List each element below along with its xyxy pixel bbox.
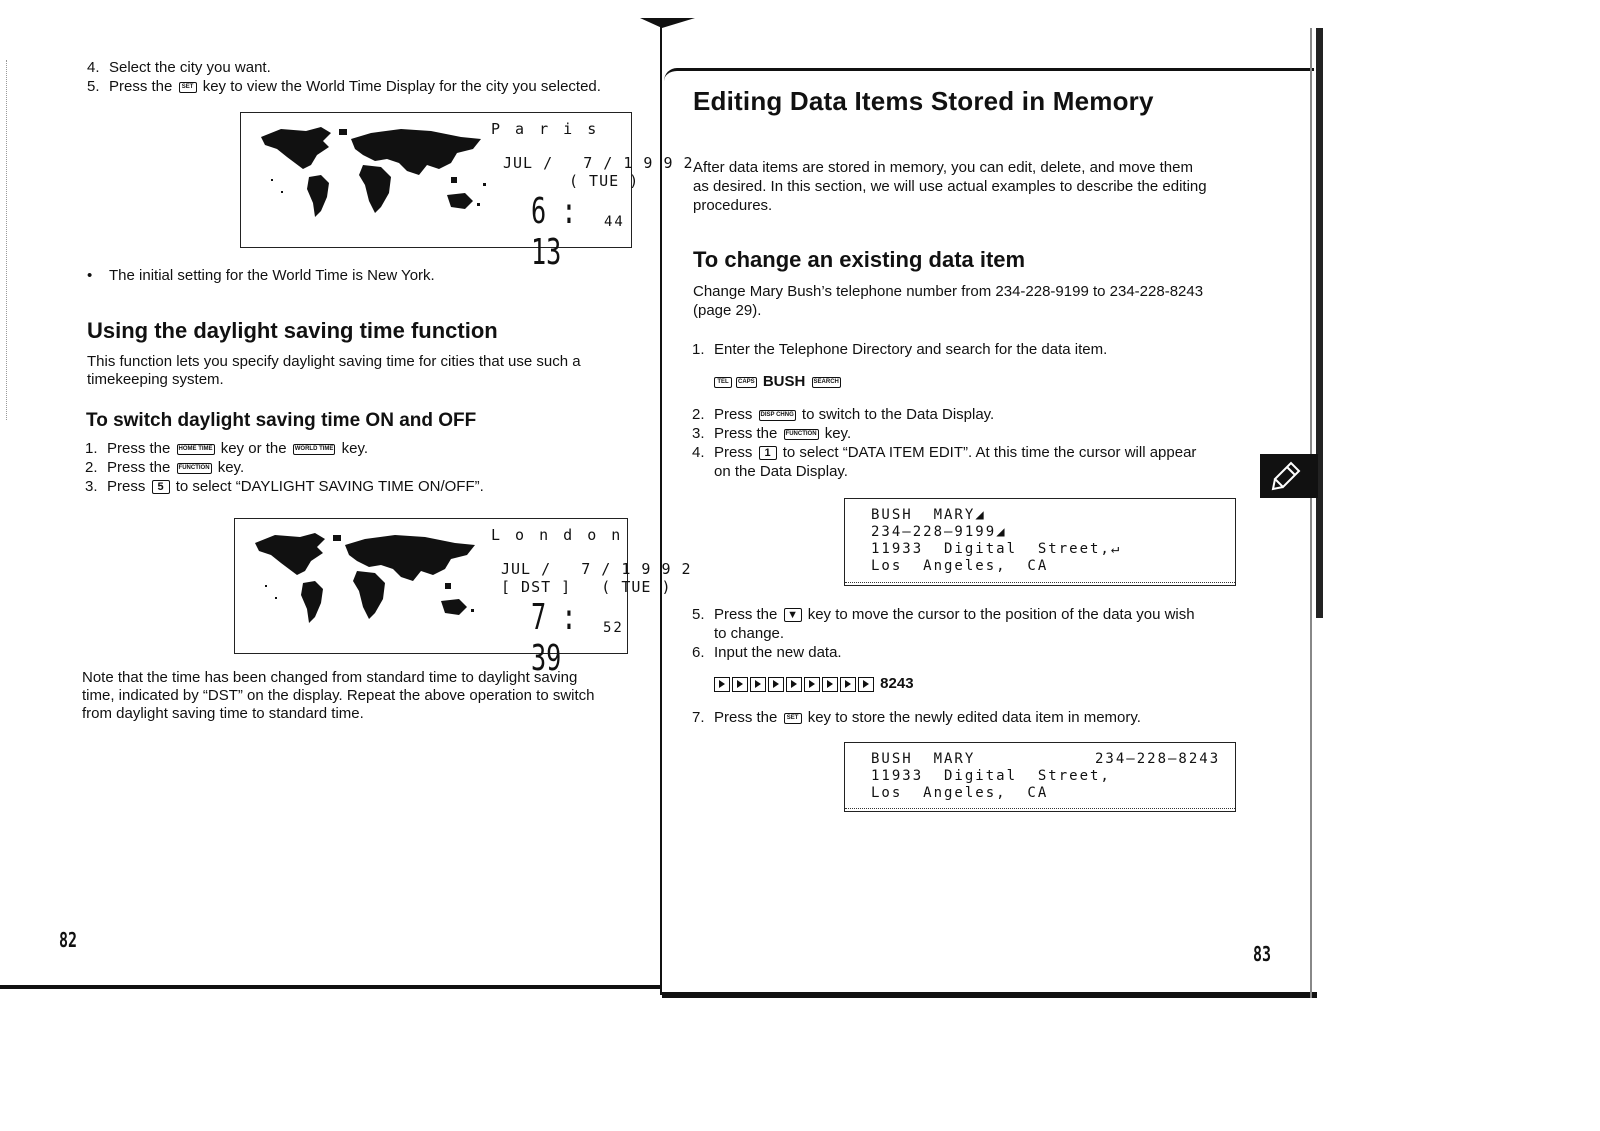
- page-number-right: 83: [1253, 942, 1272, 966]
- top-rule-right: [664, 68, 1314, 81]
- home-time-key-icon: HOME TIME: [177, 444, 215, 455]
- down-arrow-key-icon: ▼: [784, 608, 802, 622]
- display-time: 7 : 39: [531, 597, 577, 679]
- display-line4: Los Angeles, CA: [871, 558, 1049, 574]
- intro-line2: as desired. In this section, we will use actual examples to describe the editing: [693, 178, 1207, 195]
- new-digits: 8243: [880, 675, 914, 692]
- world-time-display-paris: [240, 112, 694, 273]
- example-line2: (page 29).: [693, 302, 762, 319]
- world-time-display-london: [234, 518, 692, 679]
- section-tab: [1260, 454, 1318, 498]
- edit-step-4: 4. Press 1 to select “DATA ITEM EDIT”. At this time the cursor will appear: [692, 444, 1197, 461]
- search-word: BUSH: [762, 373, 806, 390]
- data-display-after: [844, 742, 1236, 812]
- right-arrow-key-icon: [822, 677, 838, 692]
- dst-intro-line1: This function lets you specify daylight saving time for cities that use such a: [87, 353, 581, 370]
- note-line2: time, indicated by “DST” on the display. Repeat the above operation to switch: [82, 687, 595, 704]
- left-step-5: 5. Press the SET key to view the World Time Display for the city you selected.: [87, 78, 601, 95]
- display-line1: BUSH MARY◢: [871, 507, 986, 523]
- heading-editing-data: Editing Data Items Stored in Memory: [693, 86, 1154, 116]
- right-arrow-key-icon: [840, 677, 856, 692]
- function-key-icon: FUNCTION: [177, 463, 212, 474]
- right-page-edge-thin: [1310, 28, 1312, 998]
- right-arrow-key-icon: [768, 677, 784, 692]
- edit-step-3: 3. Press the FUNCTION key.: [692, 425, 852, 442]
- display-line2: 234–228–9199◢: [871, 524, 1007, 540]
- edit-step-1: 1. Enter the Telephone Directory and search for the data item.: [692, 341, 1108, 358]
- world-map-icon: [251, 119, 491, 229]
- switch-step-3: 3. Press 5 to select “DAYLIGHT SAVING TIME ON/OFF”.: [85, 478, 484, 495]
- caps-key-icon: CAPS: [736, 377, 757, 388]
- edit-step-2: 2. Press DISP CHNG to switch to the Data Display.: [692, 406, 995, 423]
- pencil-icon: [1269, 459, 1309, 493]
- display-dst-day: [ DST ] ( TUE ): [501, 578, 672, 596]
- display-date: JUL / 7 / 1 9 9 2: [503, 154, 694, 172]
- edit-step-4-line2: on the Data Display.: [714, 463, 848, 480]
- number-1-key-icon: 1: [759, 446, 777, 460]
- display-line2: 11933 Digital Street,: [871, 768, 1111, 784]
- disp-chng-key-icon: DISP CHNG: [759, 410, 796, 421]
- subheading-change-item: To change an existing data item: [693, 247, 1026, 272]
- world-time-key-icon: WORLD TIME: [293, 444, 336, 455]
- left-margin-marks: [6, 60, 9, 420]
- switch-step-1: 1. Press the HOME TIME key or the WORLD TIME key.: [85, 440, 369, 457]
- right-arrow-key-icon: [732, 677, 748, 692]
- example-line1: Change Mary Bush’s telephone number from 234-228-9199 to 234-228-8243: [693, 283, 1204, 300]
- key-sequence-search: [712, 372, 843, 391]
- right-arrow-key-icon: [804, 677, 820, 692]
- display-date: JUL / 7 / 1 9 9 2: [501, 560, 692, 578]
- edit-step-7: 7. Press the SET key to store the newly edited data item in memory.: [692, 709, 1141, 726]
- right-arrow-key-icon: [714, 677, 730, 692]
- bottom-rule-left: [0, 985, 662, 989]
- display-line3: Los Angeles, CA: [871, 785, 1049, 801]
- intro-line3: procedures.: [693, 197, 773, 214]
- edit-step-5: 5. Press the ▼ key to move the cursor to the position of the data you wish: [692, 606, 1195, 623]
- display-seconds: 52: [603, 620, 624, 636]
- subheading-switch-dst: To switch daylight saving time ON and OFF: [86, 410, 477, 431]
- left-step-4: 4. Select the city you want.: [87, 59, 271, 76]
- edit-step-5-line2: to change.: [714, 625, 785, 642]
- tel-key-icon: TEL: [714, 377, 732, 388]
- function-key-icon: FUNCTION: [784, 429, 819, 440]
- display-city: P a r i s: [491, 120, 600, 138]
- world-map-icon: [245, 525, 485, 635]
- number-5-key-icon: 5: [152, 480, 170, 494]
- fold-top-mark: [640, 18, 695, 28]
- display-phone: 234–228–8243: [1095, 751, 1221, 767]
- display-name: BUSH MARY: [871, 751, 976, 767]
- right-page-edge: [1316, 28, 1323, 618]
- right-arrow-key-icon: [786, 677, 802, 692]
- set-key-icon: SET: [784, 713, 802, 724]
- switch-step-2: 2. Press the FUNCTION key.: [85, 459, 245, 476]
- display-time: 6 : 13: [531, 191, 577, 273]
- bullet-initial-setting: • The initial setting for the World Time is New York.: [87, 267, 435, 284]
- dst-intro-line2: timekeeping system.: [87, 371, 224, 388]
- right-arrow-key-icon: [858, 677, 874, 692]
- note-line1: Note that the time has been changed from standard time to daylight saving: [82, 669, 578, 686]
- search-key-icon: SEARCH: [812, 377, 841, 388]
- right-arrow-key-icon: [750, 677, 766, 692]
- bottom-rule-right: [662, 992, 1317, 998]
- page-number-left: 82: [59, 928, 78, 952]
- heading-daylight-saving: Using the daylight saving time function: [87, 318, 498, 343]
- display-day: ( TUE ): [569, 172, 640, 190]
- display-seconds: 44: [604, 214, 625, 230]
- data-display-before: [844, 498, 1236, 586]
- display-city: L o n d o n: [491, 526, 624, 544]
- display-dotted-rule: [845, 582, 1235, 583]
- display-dotted-rule: [845, 808, 1235, 809]
- intro-line1: After data items are stored in memory, you can edit, delete, and move them: [693, 159, 1193, 176]
- set-key-icon: SET: [179, 82, 197, 93]
- display-line3: 11933 Digital Street,↵: [871, 541, 1122, 557]
- note-line3: from daylight saving time to standard time.: [82, 705, 364, 722]
- key-sequence-right-arrows: [714, 675, 914, 692]
- edit-step-6: 6. Input the new data.: [692, 644, 842, 661]
